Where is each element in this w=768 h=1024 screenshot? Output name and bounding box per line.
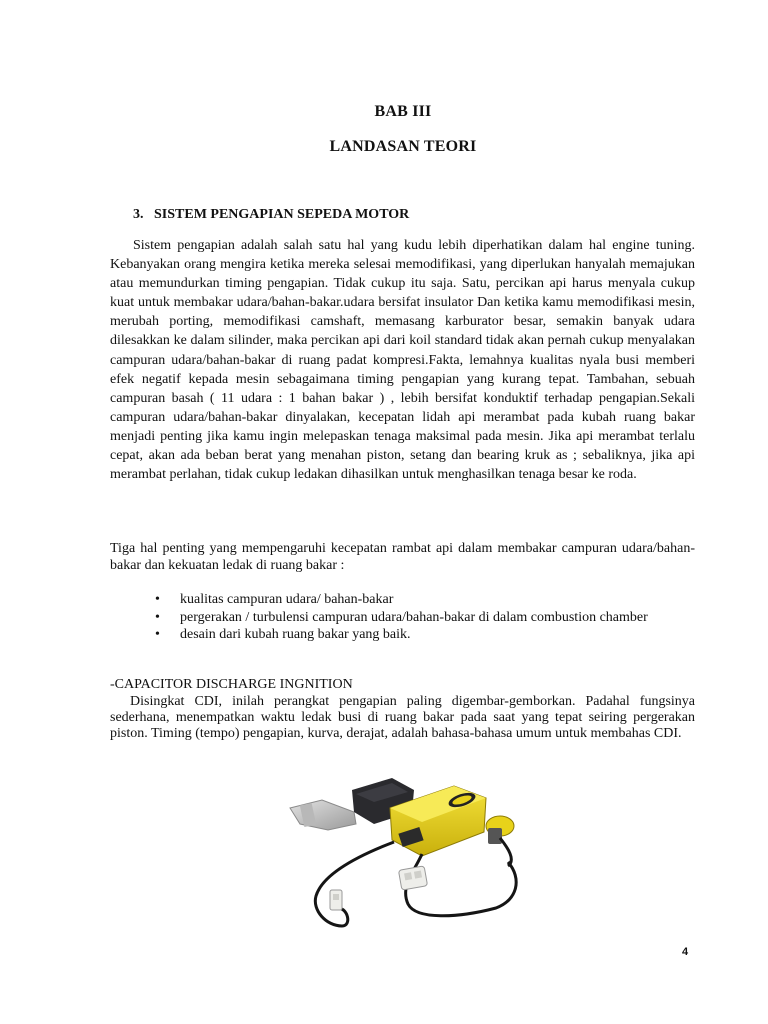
list-item: • desain dari kubah ruang bakar yang baik. (180, 626, 700, 644)
cdi-unit-photo (282, 768, 530, 946)
white-connector-right (398, 866, 427, 890)
list-item: • kualitas campuran udara/ bahan-bakar (180, 591, 700, 609)
wire-harness-left (315, 842, 394, 926)
chapter-title: LANDASAN TEORI (329, 138, 477, 155)
chapter-label: BAB III (374, 103, 432, 120)
cdi-heading: -CAPACITOR DISCHARGE INGNITION (110, 677, 353, 692)
mounting-bracket (290, 800, 356, 830)
page-number: 4 (682, 946, 689, 958)
body-paragraph-3: Disingkat CDI, inilah perangkat pengapian paling digembar-gemborkan. Padahal fungsinya sederhana, menempatkan waktu ledak busi di ruang bakar pada saat yang tepat seiring pergerakan piston. Timing (tempo) pengapian, kurva, derajat, adalah bahasa-bahasa umum untuk membahas CDI. (110, 694, 695, 741)
list-item: • pergerakan / turbulensi campuran udara/bahan-bakar di dalam combustion chamber (180, 609, 700, 627)
body-paragraph-2: Tiga hal penting yang mempengaruhi kecepatan rambat api dalam membakar campuran udara/bahan-bakar dan kekuatan ledak di ruang bakar : (110, 541, 695, 573)
bullet-list (150, 591, 700, 644)
cdi-illustration (282, 768, 530, 946)
section-heading: 3. SISTEM PENGAPIAN SEPEDA MOTOR (133, 207, 410, 222)
body-paragraph-1: Sistem pengapian adalah salah satu hal yang kudu lebih diperhatikan dalam hal engine tuning. Kebanyakan orang mengira ketika mereka selesai memodifikasi, yang diperlukan hanyalah memajukan atau memundurkan timing pengapian. Tidak cukup itu saja. Satu, percikan api harus menyala cukup kuat untuk membakar udara/bahan-bakar.udara bersifat insulator Dan ketika kamu memodifikasi mesin, merubah porting, memodifikasi camshaft, memasang karburator besar, semakin banyak udara dilesakkan ke dalam silinder, maka percikan api dari koil standard tidak akan pernah cukup menyalakan campuran udara/bahan-bakar di ruang padat kompresi.Fakta, lemahnya kualitas nyala busi memberi efek negatif kepada mesin sebagaimana timing pengapian yang kurang tepat. Tambahan, sebuah campuran basah ( 11 udara : 1 bahan bakar ) , lebih bersifat konduktif terhadap pengapian.Sekali campuran udara/bahan-bakar dinyalakan, kecepatan lidah api merambat pada kubah ruang bakar menjadi penting jika kamu ingin melepaskan tenaga maksimal pada mesin. Jika api merambat terlalu cepat, akan ada beban berat yang menahan piston, setang dan bearing kruk as ; sebaliknya, jika api merambat perlahan, tidak cukup ledakan dihasilkan untuk menghasilkan tenaga besar ke roda. (110, 238, 695, 483)
